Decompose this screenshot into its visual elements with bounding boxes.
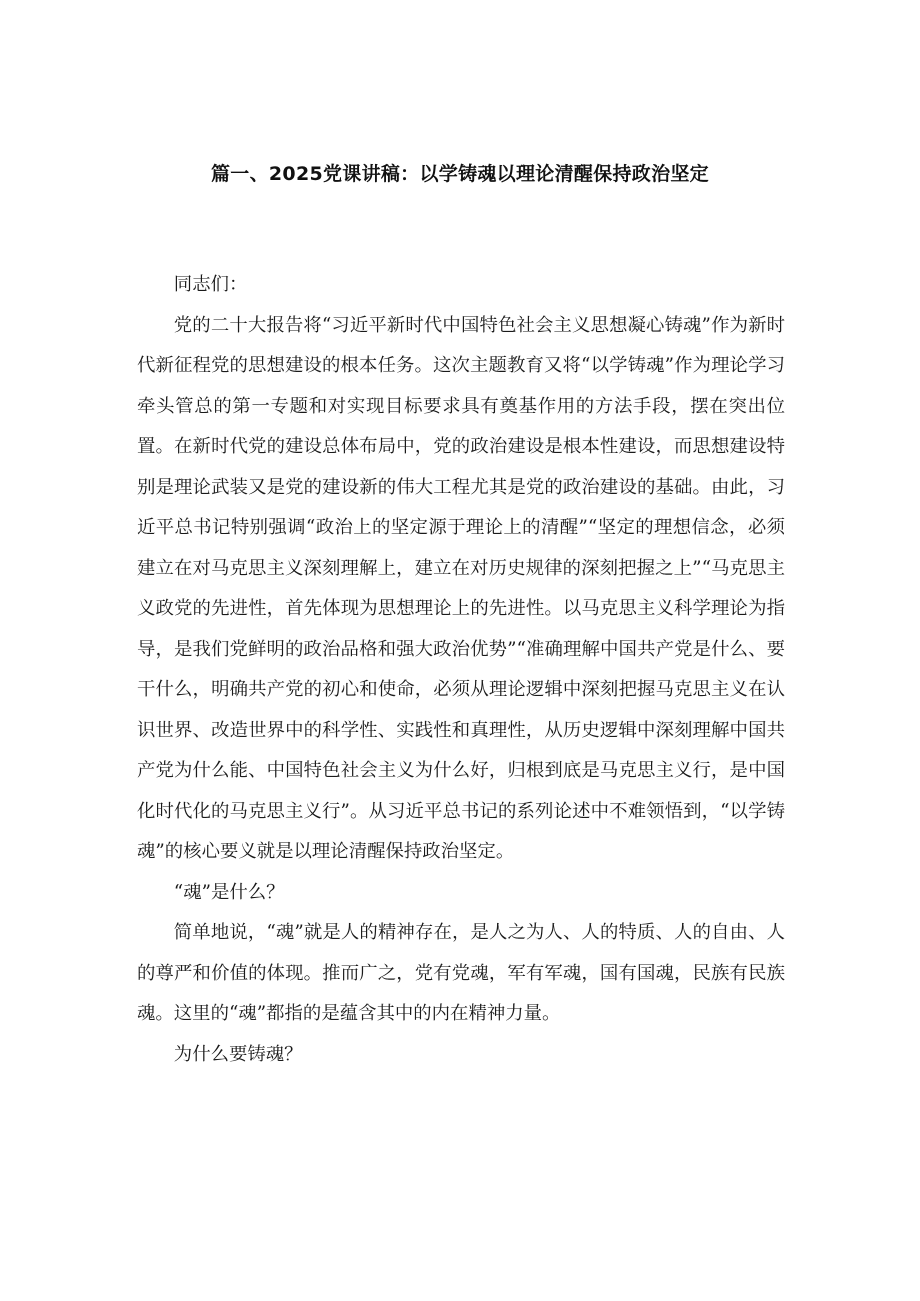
document-body bbox=[137, 265, 785, 1075]
document-title: 篇一、2025党课讲稿：以学铸魂以理论清醒保持政治坚定 bbox=[211, 163, 709, 185]
body-paragraph: 党的二十大报告将“习近平新时代中国特色社会主义思想凝心铸魂”作为新时代新征程党的思想建设的根本任务。这次主题教育又将“以学铸魂”作为理论学习牵头管总的第一专题和对实现目标要求具有奠基作用的方法手段，摆在突出位置。在新时代党的建设总体布局中，党的政治建设是根本性建设，而思想建设特别是理论武装又是党的建设新的伟大工程尤其是党的政治建设的基础。由此，习近平总书记特别强调“政治上的坚定源于理论上的清醒”“坚定的理想信念，必须建立在对马克思主义深刻理解上，建立在对历史规律的深刻把握之上”“马克思主义政党的先进性，首先体现为思想理论上的先进性。以马克思主义科学理论为指导，是我们党鲜明的政治品格和强大政治优势”“准确理解中国共产党是什么、要干什么，明确共产党的初心和使命，必须从理论逻辑中深刻把握马克思主义在认识世界、改造世界中的科学性、实践性和真理性，从历史逻辑中深刻理解中国共产党为什么能、中国特色社会主义为什么好，归根到底是马克思主义行，是中国化时代化的马克思主义行”。从习近平总书记的系列论述中不难领悟到，“以学铸魂”的核心要义就是以理论清醒保持政治坚定。 bbox=[137, 314, 785, 862]
salutation-paragraph: 同志们： bbox=[173, 274, 248, 295]
body-paragraph: 简单地说，“魂”就是人的精神存在，是人之为人、人的特质、人的自由、人的尊严和价值的体现。推而广之，党有党魂，军有军魂，国有国魂，民族有民族魂。这里的“魂”都指的是蕴含其中的内在精神力量。 bbox=[137, 922, 785, 1024]
question-heading: 为什么要铸魂？ bbox=[173, 1043, 303, 1065]
question-heading: “魂”是什么？ bbox=[173, 881, 285, 903]
